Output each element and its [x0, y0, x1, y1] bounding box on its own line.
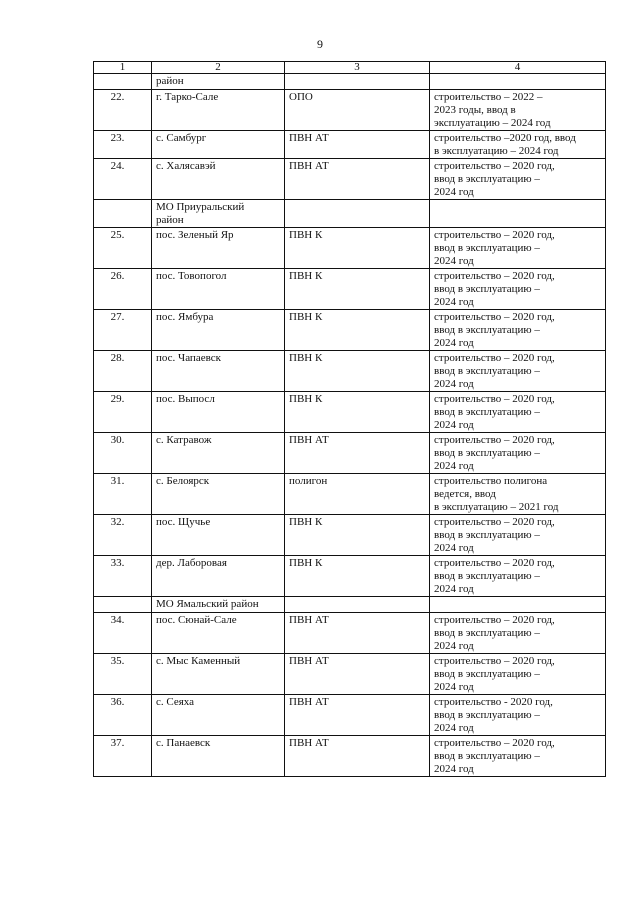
cell-number: [94, 200, 152, 228]
cell-number: 25.: [94, 228, 152, 269]
cell-number: 34.: [94, 613, 152, 654]
table-row: [94, 433, 606, 474]
cell-status: строительство – 2020 год, ввод в эксплуатацию – 2024 год: [430, 228, 606, 269]
cell-status: строительство - 2020 год, ввод в эксплуатацию – 2024 год: [430, 695, 606, 736]
cell-facility: ПВН АТ: [285, 159, 430, 200]
cell-facility: [285, 597, 430, 613]
table-row: [94, 392, 606, 433]
group-row: [94, 74, 606, 90]
cell-number: 22.: [94, 90, 152, 131]
cell-settlement: дер. Лаборовая: [152, 556, 285, 597]
cell-settlement: с. Самбург: [152, 131, 285, 159]
cell-facility: ПВН АТ: [285, 613, 430, 654]
column-header-3: 3: [285, 62, 430, 74]
group-row: [94, 597, 606, 613]
cell-settlement: пос. Ямбура: [152, 310, 285, 351]
cell-facility: ПВН АТ: [285, 654, 430, 695]
cell-facility: полигон: [285, 474, 430, 515]
table-row: [94, 695, 606, 736]
cell-district-name: МО Ямальский район: [152, 597, 285, 613]
cell-facility: ПВН К: [285, 556, 430, 597]
cell-number: 35.: [94, 654, 152, 695]
cell-facility: ПВН АТ: [285, 736, 430, 777]
facilities-table: [93, 61, 606, 777]
table-body: [94, 74, 606, 777]
table-row: [94, 654, 606, 695]
table-row: [94, 474, 606, 515]
cell-facility: ОПО: [285, 90, 430, 131]
cell-settlement: с. Халясавэй: [152, 159, 285, 200]
group-row: [94, 200, 606, 228]
cell-status: строительство – 2020 год, ввод в эксплуатацию – 2024 год: [430, 433, 606, 474]
cell-status: строительство – 2020 год, ввод в эксплуатацию – 2024 год: [430, 515, 606, 556]
cell-facility: ПВН АТ: [285, 695, 430, 736]
cell-number: 37.: [94, 736, 152, 777]
table-row: [94, 515, 606, 556]
cell-number: 26.: [94, 269, 152, 310]
cell-district-name: район: [152, 74, 285, 90]
cell-number: 24.: [94, 159, 152, 200]
cell-facility: ПВН К: [285, 269, 430, 310]
cell-number: 27.: [94, 310, 152, 351]
column-header-4: 4: [430, 62, 606, 74]
cell-settlement: с. Панаевск: [152, 736, 285, 777]
cell-settlement: с. Катравож: [152, 433, 285, 474]
cell-number: [94, 597, 152, 613]
cell-status: строительство – 2022 – 2023 годы, ввод в эксплуатацию – 2024 год: [430, 90, 606, 131]
cell-status: [430, 597, 606, 613]
table-row: [94, 228, 606, 269]
cell-status: строительство – 2020 год, ввод в эксплуатацию – 2024 год: [430, 159, 606, 200]
cell-number: 36.: [94, 695, 152, 736]
cell-settlement: пос. Чапаевск: [152, 351, 285, 392]
cell-status: строительство – 2020 год, ввод в эксплуатацию – 2024 год: [430, 654, 606, 695]
cell-status: строительство полигона ведется, ввод в эксплуатацию – 2021 год: [430, 474, 606, 515]
cell-status: строительство – 2020 год, ввод в эксплуатацию – 2024 год: [430, 613, 606, 654]
cell-facility: ПВН К: [285, 392, 430, 433]
table-row: [94, 351, 606, 392]
cell-status: [430, 200, 606, 228]
page-number: 9: [317, 37, 323, 51]
column-header-2: 2: [152, 62, 285, 74]
cell-facility: [285, 200, 430, 228]
table-row: [94, 310, 606, 351]
table-row: [94, 269, 606, 310]
cell-number: 29.: [94, 392, 152, 433]
cell-facility: ПВН К: [285, 515, 430, 556]
cell-status: строительство – 2020 год, ввод в эксплуатацию – 2024 год: [430, 556, 606, 597]
cell-number: 33.: [94, 556, 152, 597]
cell-district-name: МО Приуральский район: [152, 200, 285, 228]
cell-number: 23.: [94, 131, 152, 159]
table-row: [94, 556, 606, 597]
cell-facility: [285, 74, 430, 90]
cell-facility: ПВН К: [285, 228, 430, 269]
table-row: [94, 613, 606, 654]
table-row: [94, 736, 606, 777]
cell-number: 32.: [94, 515, 152, 556]
cell-status: строительство –2020 год, ввод в эксплуатацию – 2024 год: [430, 131, 606, 159]
cell-settlement: с. Белоярск: [152, 474, 285, 515]
cell-settlement: пос. Выпосл: [152, 392, 285, 433]
cell-status: строительство – 2020 год, ввод в эксплуатацию – 2024 год: [430, 310, 606, 351]
header-row: [94, 62, 606, 74]
cell-settlement: г. Тарко-Сале: [152, 90, 285, 131]
cell-number: [94, 74, 152, 90]
cell-status: строительство – 2020 год, ввод в эксплуатацию – 2024 год: [430, 351, 606, 392]
cell-number: 31.: [94, 474, 152, 515]
column-header-1: 1: [94, 62, 152, 74]
cell-status: [430, 74, 606, 90]
cell-facility: ПВН АТ: [285, 433, 430, 474]
cell-settlement: с. Мыс Каменный: [152, 654, 285, 695]
table-row: [94, 90, 606, 131]
cell-facility: ПВН АТ: [285, 131, 430, 159]
cell-status: строительство – 2020 год, ввод в эксплуатацию – 2024 год: [430, 736, 606, 777]
cell-settlement: пос. Щучье: [152, 515, 285, 556]
cell-status: строительство – 2020 год, ввод в эксплуатацию – 2024 год: [430, 392, 606, 433]
cell-facility: ПВН К: [285, 310, 430, 351]
cell-settlement: пос. Зеленый Яр: [152, 228, 285, 269]
cell-number: 30.: [94, 433, 152, 474]
table-row: [94, 159, 606, 200]
cell-settlement: с. Сеяха: [152, 695, 285, 736]
cell-settlement: пос. Товопогол: [152, 269, 285, 310]
table-row: [94, 131, 606, 159]
cell-status: строительство – 2020 год, ввод в эксплуатацию – 2024 год: [430, 269, 606, 310]
cell-facility: ПВН К: [285, 351, 430, 392]
cell-settlement: пос. Сюнай-Сале: [152, 613, 285, 654]
cell-number: 28.: [94, 351, 152, 392]
